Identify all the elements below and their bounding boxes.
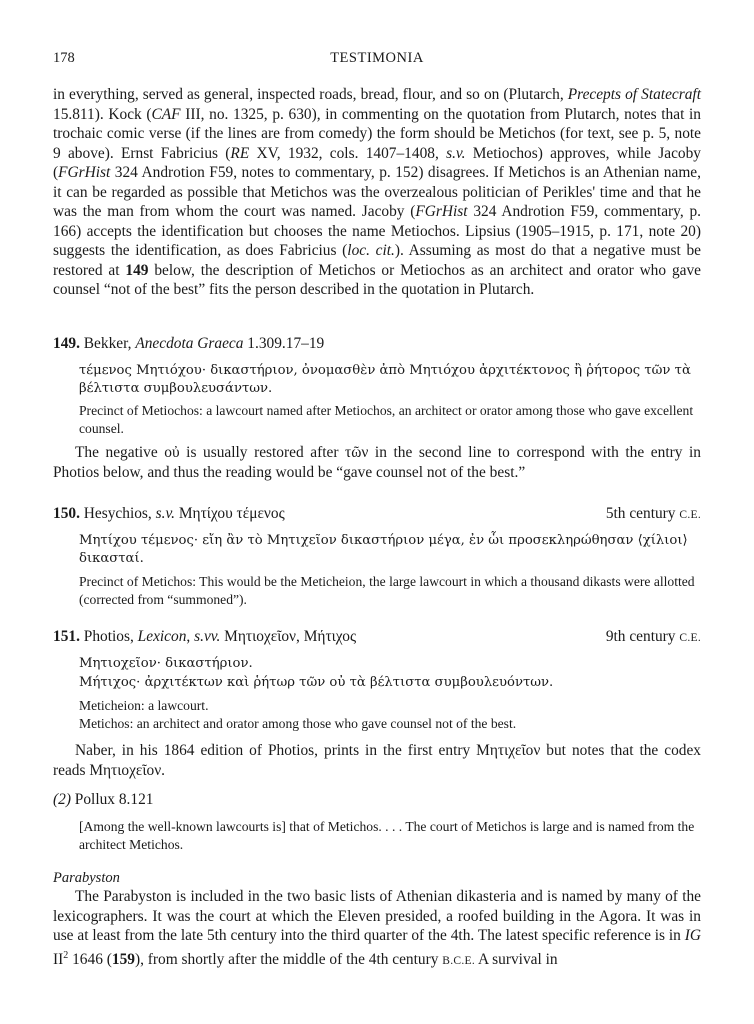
entry-149-greek: τέμενος Μητιόχου· δικαστήριον, ὀνομασθὲν ἀπὸ Μητιόχου ἀρχιτέκτονος ἢ ῥήτορος τῶν τὰ βέλτιστα συμβουλευσάντων. <box>79 363 691 396</box>
page-number: 178 <box>53 50 75 66</box>
entry-151-greek-2: Μήτιχος· ἀρχιτέκτων καὶ ῥήτωρ τῶν οὐ τὰ βέλτιστα συμβουλευόντων. <box>79 675 554 690</box>
entry-151-heading: 151. Photios, Lexicon, s.vv. Μητιοχεῖον, Μήτιχος 9th century C.E. <box>53 627 701 647</box>
entry-149-translation: Precinct of Metiochos: a lawcourt named after Metiochos, an architect or orator among those who gave excellent counsel. <box>79 403 694 436</box>
entry-pollux-heading: (2) Pollux 8.121 <box>53 791 154 808</box>
entry-151-greek-1: Μητιοχεῖον· δικαστήριον. <box>79 656 253 671</box>
entry-149-heading: 149. Bekker, Anecdota Graeca 1.309.17–19 <box>53 335 325 352</box>
paragraph-parabyston: The Parabyston is included in the two basic lists of Athenian dikasteria and is named by many of the lexicographers. It was the court at which the Eleven presided, a roofed building in the Agora. It was in use at least from the late 5th century into the third quarter of the 4th. The latest specific reference is in IG $II^2$ 1646 (159), from shortly after the middle of the 4th century B.C.E. A survival in <box>53 888 701 968</box>
entry-150-greek: Μητίχου τέμενος· εἴη ἂν τὸ Μητιχεῖον δικαστήριον μέγα, ἐν ὧι προσεκληρώθησαν ⟨χίλιοι⟩ δικασταί. <box>79 533 688 566</box>
entry-151-translation-1: Meticheion: a lawcourt. <box>79 698 209 713</box>
entry-150-date: 5th century C.E. <box>605 505 701 522</box>
running-title: TESTIMONIA <box>330 50 424 66</box>
entry-150-translation: Precinct of Metichos: This would be the Meticheion, the large lawcourt in which a thousand dikasts were allotted (corrected from “summoned”). <box>79 574 695 607</box>
entry-151-date: 9th century C.E. <box>605 628 701 645</box>
running-header <box>53 50 701 70</box>
entry-151-translation-2: Metichos: an architect and orator among those who gave counsel not of the best. <box>79 716 517 731</box>
paragraph-metichos: in everything, served as general, inspected roads, bread, flour, and so on (Plutarch, Precepts of Statecraft 15.811). Kock (CAF III, no. 1325, p. 630), in commenting on the quotation from Plutarch, notes that in trochaic comic verse (if the lines are from comedy) the form should be Metichos (for text, see p. 5, note 9 above). Ernst Fabricius (RE XV, 1932, cols. 1407–1408, s.v. Metiochos) approves, while Jacoby (FGrHist 324 Androtion F59, notes to commentary, p. 152) disagrees. If Metichos is an Athenian name, it can be regarded as possible that Metichos was the overzealous politician of Perikles' time and that he was the man from whom the court was named. Jacoby (FGrHist 324 Androtion F59, commentary, p. 166) accepts the identification but chooses the name Metiochos. Lipsius (1905–1915, p. 171, note 20) suggests the identification, as does Fabricius (loc. cit.). Assuming as most do that a negative must be restored at 149 below, the description of Metichos or Metiochos as an architect and orator who gave counsel “not of the best” fits the person described in the quotation in Plutarch. <box>53 86 702 298</box>
entry-151-note: Naber, in his 1864 edition of Photios, prints in the first entry Μητιχεῖον but notes that the codex reads Μητιοχεῖον. <box>53 742 701 779</box>
entry-150-heading: 150. Hesychios, s.v. Μητίχου τέμενος 5th century C.E. <box>53 504 701 524</box>
entry-pollux-translation: [Among the well-known lawcourts is] that of Metichos. . . . The court of Metichos is large and is named from the architect Metichos. <box>79 819 695 852</box>
section-heading-parabyston: Parabyston <box>53 870 120 886</box>
entry-149-note: The negative οὐ is usually restored after τῶν in the second line to correspond with the entry in Photios below, and thus the reading would be “gave counsel not of the best.” <box>53 444 701 481</box>
